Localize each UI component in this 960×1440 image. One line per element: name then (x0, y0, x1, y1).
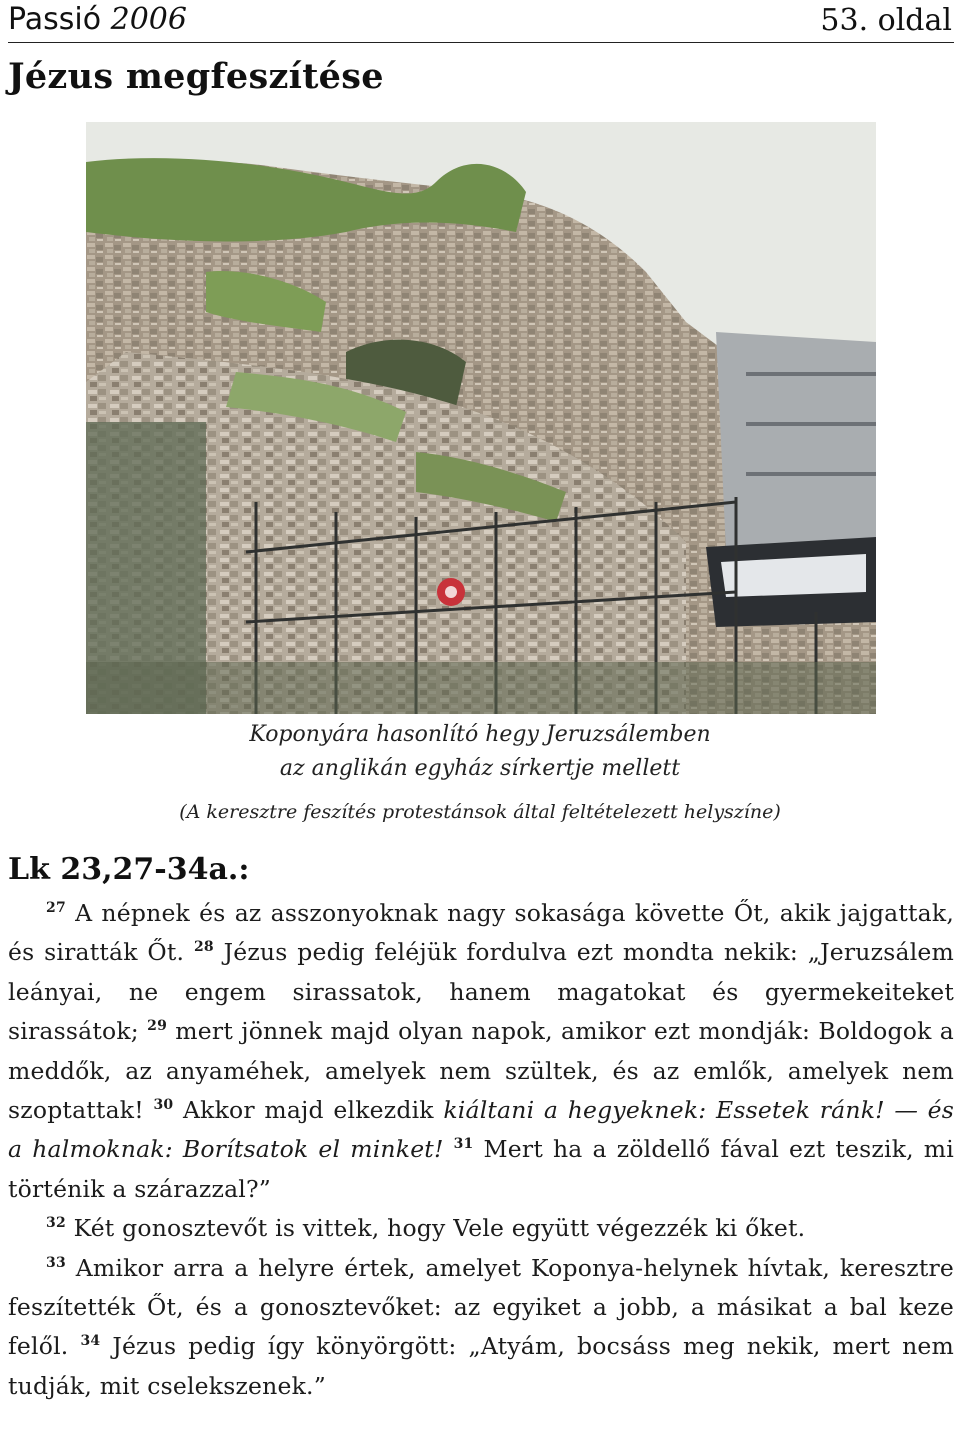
scripture-reference: Lk 23,27-34a.: (8, 852, 250, 887)
publication-title (8, 2, 187, 37)
verse-number: 34 (80, 1333, 101, 1350)
publication-name: Passió (8, 2, 102, 37)
caption-line-1: Koponyára hasonlító hegy Jeruzsálemben (249, 722, 711, 747)
scripture-paragraph (8, 894, 954, 1209)
verse-number: 32 (46, 1215, 66, 1232)
verse-number: 31 (453, 1136, 474, 1153)
verse-text: Mert ha a zöldellő fával ezt teszik, mi történik a szárazzal?” (8, 1135, 955, 1203)
caption-line-3: (A keresztre feszítés protestánsok által feltételezett helyszíne) (179, 801, 781, 823)
photo-caption (0, 718, 960, 786)
verse-text: Jézus pedig feléjük fordulva ezt mondta nekik: „Jeruzsálem leányai, ne engem sirassatok, hanem magatokat és gyermekeiteket sirassátok; (8, 938, 954, 1046)
verse-number: 29 (147, 1018, 168, 1035)
page-title: Jézus megfeszítése (8, 56, 384, 97)
scripture-paragraph (8, 1209, 954, 1248)
publication-year: 2006 (110, 2, 187, 37)
verse-quote-italic: kiáltani a hegyeknek: Essetek ránk! — és a halmoknak: Borítsatok el minket! (8, 1096, 955, 1164)
verse-text: Amikor arra a helyre értek, amelyet Koponya-helynek hívtak, keresztre feszítették Őt, és a gonosztevőket: az egyiket a jobb, a másikat a bal keze felől. (8, 1253, 955, 1361)
verse-text: Két gonosztevőt is vittek, hogy Vele együtt végezzék ki őket. (73, 1214, 806, 1243)
page-number: 53. oldal (820, 3, 952, 38)
verse-text: Akkor majd elkezdik (182, 1096, 434, 1125)
caption-line-2: az anglikán egyház sírkertje mellett (279, 756, 681, 781)
verse-number: 27 (46, 900, 66, 916)
verse-number: 33 (46, 1254, 66, 1271)
golgotha-photo (86, 122, 876, 714)
verse-number: 30 (153, 1097, 174, 1114)
verse-text: mert jönnek majd olyan napok, amikor ezt mondják: Boldogok a meddők, az anyaméhek, amelyek nem szültek, és az emlők, amelyek nem szoptattak! (8, 1017, 954, 1125)
page-header (8, 0, 954, 43)
verse-text: A népnek és az asszonyoknak nagy sokasága követte Őt, akik jajgattak, és siratták Őt. (8, 899, 955, 967)
photo-illustration (86, 122, 876, 714)
verse-text: Jézus pedig így könyörgött: „Atyám, bocsáss meg nekik, mert nem tudják, mit cselekszenek.” (8, 1332, 955, 1400)
verse-number: 28 (193, 939, 214, 956)
scripture-paragraph (8, 1249, 954, 1407)
scripture-text (8, 894, 954, 1406)
